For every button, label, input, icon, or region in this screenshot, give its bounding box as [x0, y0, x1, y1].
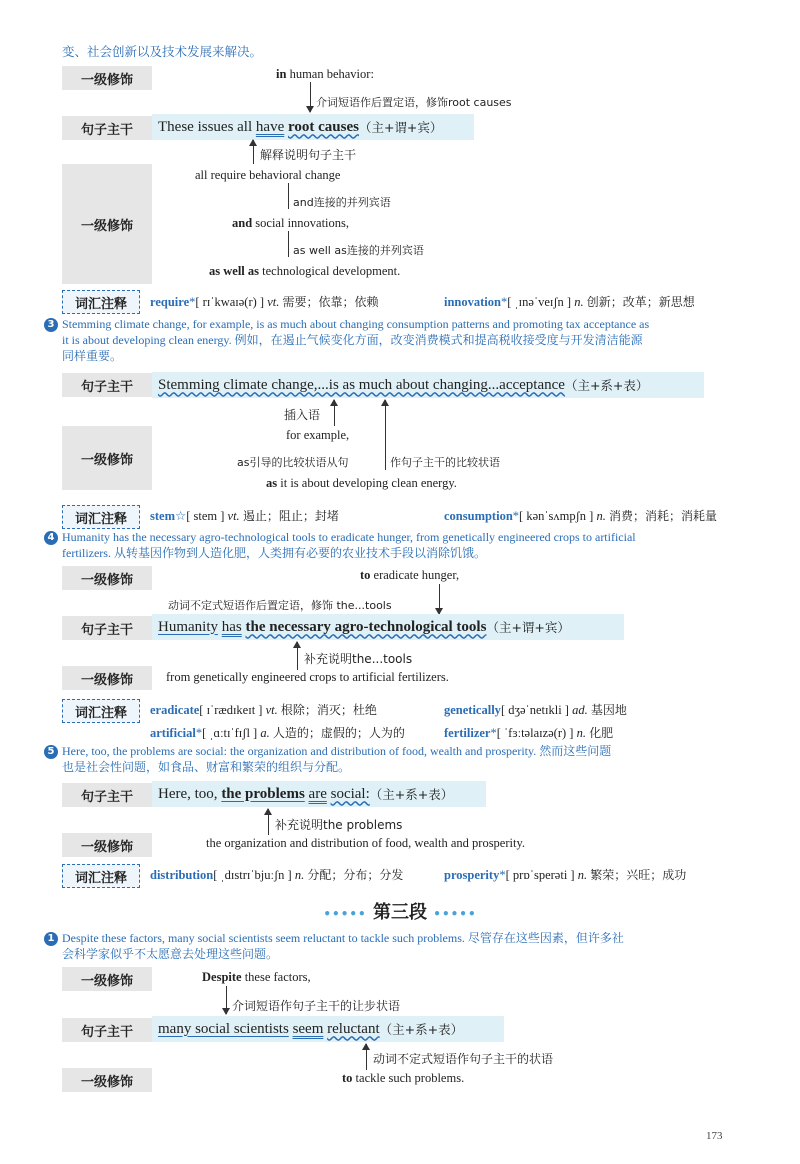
note-comparative-adverbial: 作句子主干的比较状语: [390, 456, 500, 469]
note-insertion: 插入语: [284, 408, 321, 422]
section-title: ••••• 第三段 •••••: [323, 902, 477, 923]
sentence-trunk: Humanity has the necessary agro-technological tools （主+谓+宾）: [152, 614, 624, 640]
vocab-artificial: artificial*[ ˌɑːtɪˈfɪʃl ] a. 人造的；虚假的；人为的: [150, 726, 405, 740]
vocab-stem: stem☆[ stem ] vt. 遏止；阻止；封堵: [150, 509, 339, 523]
sentence-number: 4: [44, 531, 58, 545]
sentence-3-text: Stemming climate change, for example, is as much about changing consumption patterns and promoting tax acceptance as it is about developing clean energy. 例如，在遏止气候变化方面，改变消费模式和提高税收接受度与开发清洁能源 同样重要。: [62, 317, 650, 363]
note-supplement: 补充说明the problems: [275, 818, 403, 832]
arrow-up: [268, 809, 269, 835]
sentence-trunk: Stemming climate change,...is as much about changing...acceptance （主+系+表）: [152, 372, 704, 398]
dots-decoration-right: •••••: [433, 907, 477, 921]
vocab-prosperity: prosperity*[ prɒˈsperəti ] n. 繁荣；兴旺；成功: [444, 868, 687, 882]
label-main: 句子主干: [62, 373, 152, 397]
modifier-as-it-is: as it is about developing clean energy.: [266, 476, 457, 490]
arrow-up: [385, 400, 386, 470]
modifier-technological: as well as technological development.: [209, 264, 401, 278]
label-main: 句子主干: [62, 616, 152, 640]
label-level1: 一级修饰: [62, 566, 152, 590]
note-infinitive-attribute: 动词不定式短语作后置定语，修饰 the...tools: [168, 599, 392, 612]
sentence-4-text: Humanity has the necessary agro-technological tools to eradicate hunger, from genetically engineered crops to artificial fertilizers. 从转基因作物到人造化肥，人类拥有必要的农业技术手段以消除饥饿。: [62, 530, 636, 560]
note-concession: 介词短语作句子主干的让步状语: [232, 999, 401, 1013]
vocab-innovation: innovation*[ ˌɪnəˈveɪʃn ] n. 创新；改革；新思想: [444, 295, 695, 309]
arrow-down: [310, 82, 311, 112]
vocab-require: require*[ rɪˈkwaɪə(r) ] vt. 需要；依靠；依赖: [150, 295, 379, 309]
sentence-trunk: many social scientists seem reluctant （主+系+表）: [152, 1016, 504, 1042]
modifier-in-human-behavior: in human behavior:: [276, 67, 374, 81]
note-and-parallel: and连接的并列宾语: [293, 196, 391, 209]
connector-line: [288, 183, 289, 209]
label-vocab: 词汇注释: [62, 699, 140, 723]
label-vocab: 词汇注释: [62, 505, 140, 529]
vocab-distribution: distribution[ ˌdɪstrɪˈbjuːʃn ] n. 分配；分布；分发: [150, 868, 404, 882]
note-post-attribute: 介词短语作后置定语，修饰root causes: [316, 96, 512, 109]
arrow-up: [253, 140, 254, 164]
modifier-to-tackle: to tackle such problems.: [342, 1071, 465, 1085]
vocab-eradicate: eradicate[ ɪˈrædɪkeɪt ] vt. 根除；消灭；杜绝: [150, 703, 377, 717]
note-as-clause: as引导的比较状语从句: [237, 456, 349, 469]
note-supplement: 补充说明the...tools: [304, 652, 413, 666]
label-main: 句子主干: [62, 1018, 152, 1042]
arrow-up: [334, 400, 335, 426]
modifier-for-example: for example,: [286, 428, 350, 442]
sentence-5-text: Here, too, the problems are social: the organization and distribution of food, wealth and prosperity. 然而这些问题 也是社会性问题，如食品、财富和繁荣的组织与分配。: [62, 744, 612, 774]
page-number: 173: [706, 1130, 723, 1142]
sentence-number: 5: [44, 745, 58, 759]
label-level1: 一级修饰: [62, 833, 152, 857]
arrow-down: [226, 986, 227, 1014]
label-vocab: 词汇注释: [62, 290, 140, 314]
sentence-trunk: These issues all have root causes （主+谓+宾）: [152, 114, 474, 140]
p3-sentence-1-text: Despite these factors, many social scientists seem reluctant to tackle such problems. 尽管存在这些因素，但许多社 会科学家似乎不太愿意去处理这些问题。: [62, 931, 624, 961]
label-level1: 一级修饰: [62, 967, 152, 991]
label-level1: 一级修饰: [62, 666, 152, 690]
arrow-down: [439, 584, 440, 614]
label-main: 句子主干: [62, 116, 152, 140]
vocab-genetically: genetically[ dʒəˈnetɪkli ] ad. 基因地: [444, 703, 627, 717]
modifier-all-require: all require behavioral change: [195, 168, 341, 182]
label-level1: 一级修饰: [62, 66, 152, 90]
label-level1: 一级修饰: [62, 1068, 152, 1092]
arrow-up: [366, 1044, 367, 1070]
label-level1: 一级修饰: [62, 426, 152, 490]
modifier-to-eradicate: to eradicate hunger,: [360, 568, 460, 582]
continuation-line: 变、社会创新以及技术发展来解决。: [62, 44, 263, 59]
sentence-number: 3: [44, 318, 58, 332]
sentence-trunk: Here, too, the problems are social: （主+系+表）: [152, 781, 486, 807]
note-explain: 解释说明句子主干: [260, 148, 357, 162]
connector-line: [288, 231, 289, 257]
modifier-social-innovations: and social innovations,: [232, 216, 350, 230]
label-level1: 一级修饰: [62, 164, 152, 284]
label-main: 句子主干: [62, 783, 152, 807]
vocab-consumption: consumption*[ kənˈsʌmpʃn ] n. 消费；消耗；消耗量: [444, 509, 717, 523]
modifier-organization: the organization and distribution of food, wealth and prosperity.: [206, 836, 526, 850]
dots-decoration-left: •••••: [323, 907, 367, 921]
note-as-well-as: as well as连接的并列宾语: [293, 244, 424, 257]
modifier-from-genetically: from genetically engineered crops to artificial fertilizers.: [166, 670, 449, 684]
note-infinitive-adverbial: 动词不定式短语作句子主干的状语: [373, 1052, 554, 1066]
label-vocab: 词汇注释: [62, 864, 140, 888]
modifier-despite: Despite these factors,: [202, 970, 311, 984]
arrow-up: [297, 642, 298, 670]
sentence-number: 1: [44, 932, 58, 946]
vocab-fertilizer: fertilizer*[ ˈfɜːtəlaɪzə(r) ] n. 化肥: [444, 726, 614, 740]
